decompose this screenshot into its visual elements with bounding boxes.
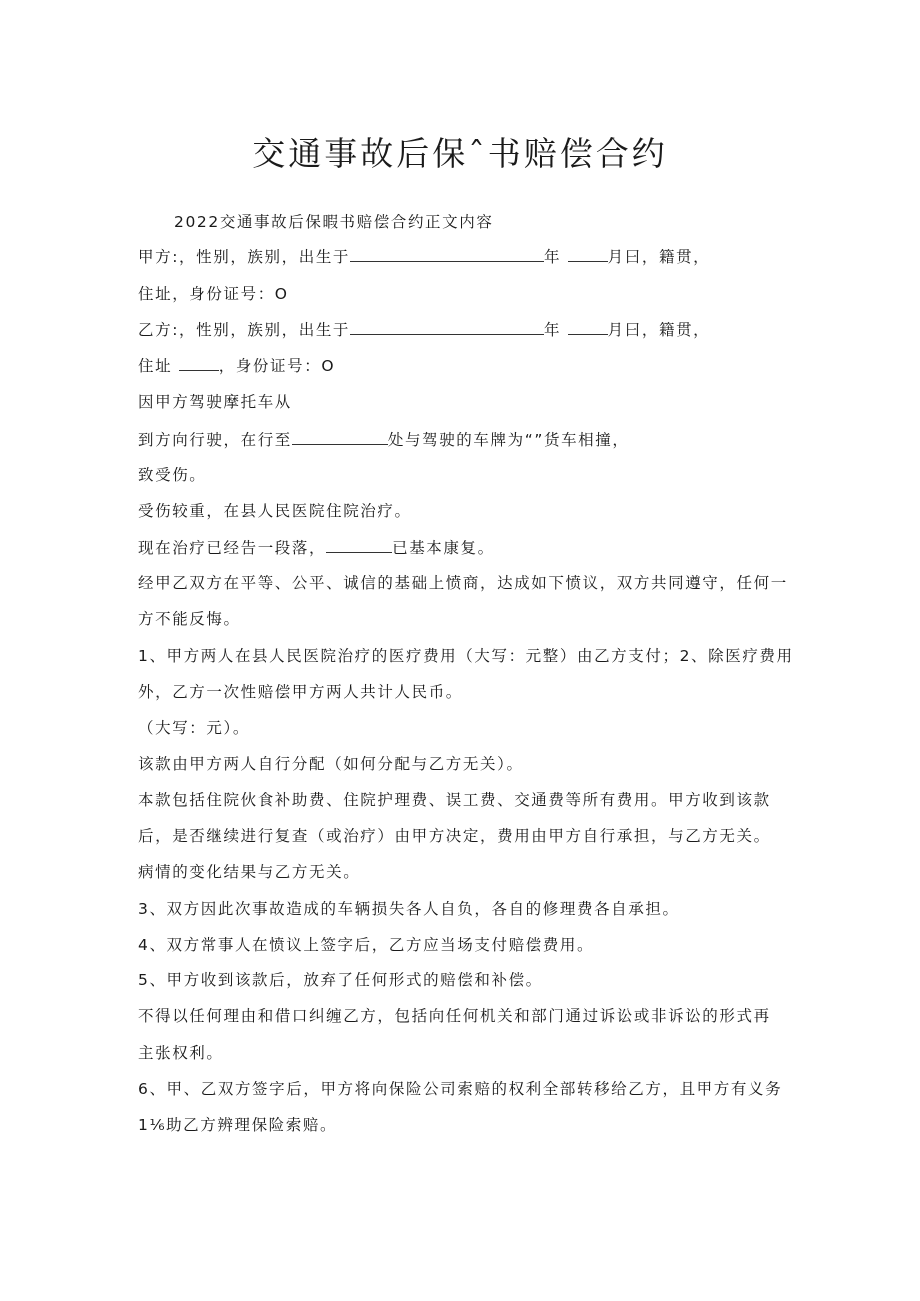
- party-a-address: 住址，身份证号：O: [138, 285, 289, 303]
- clause-1: 外，乙方一次性赔偿甲方两人共计人民币。: [138, 683, 463, 701]
- address-label: 住址: [138, 357, 173, 375]
- recovery-text: 现在治疗已经告一段落，: [138, 539, 327, 557]
- month-label: 月曰，籍贯，: [607, 248, 711, 266]
- subtitle: 2022交通事故后保暇书赔偿合约正文内容: [174, 213, 494, 231]
- coverage-paragraph: 后，是否继续进行复查（或治疗）由甲方决定，费用由甲方自行承担，与乙方无关。: [138, 827, 771, 845]
- distribution-line: 该款由甲方两人自行分配（如何分配与乙方无关）。: [138, 755, 524, 773]
- amount-line: （大写：元）。: [138, 719, 250, 737]
- coverage-paragraph: 病情的变化结果与乙方无关。: [138, 863, 361, 881]
- document-title: 交通事故后保ˆ书赔偿合约: [252, 134, 668, 173]
- name-blank: [326, 538, 392, 553]
- accident-route: [138, 430, 629, 450]
- month-label: 月曰，籍贯，: [607, 321, 711, 339]
- party-b-address: [138, 356, 335, 376]
- party-b-line: [138, 320, 710, 340]
- year-label: 年: [544, 248, 562, 266]
- injury-line: 致受伤。: [138, 466, 207, 484]
- clause-1: 1、甲方两人在县人民医院治疗的医疗费用（大写：元整）由乙方支付；2、除医疗费用: [138, 647, 794, 665]
- recovery-line: [138, 538, 495, 558]
- clause-6: 6、甲、乙双方签字后，甲方将向保险公司索赔的权利全部转移给乙方，且甲方有义务: [138, 1080, 783, 1098]
- party-b-label: 乙方:，性别，族别，出生于: [138, 321, 351, 339]
- collision-text: 处与驾驶的车牌为“”货车相撞，: [387, 431, 630, 449]
- recovered-text: 已基本康复。: [392, 539, 495, 557]
- clause-5: 5、甲方收到该款后，放弃了任何形式的赔偿和补偿。: [138, 971, 543, 989]
- accident-cause: 因甲方驾驶摩托车从: [138, 393, 292, 411]
- clause-3: 3、双方因此次事故造成的车辆损失各人自负，各自的修理费各自承担。: [138, 900, 680, 918]
- address-blank: [179, 356, 219, 371]
- clause-6: 1⅙助乙方辨理保险索赔。: [138, 1116, 338, 1134]
- coverage-paragraph: 本款包括住院伙食补助费、住院护理费、误工费、交通费等所有费用。甲方收到该款: [138, 791, 771, 809]
- agreement-paragraph: 方不能反悔。: [138, 610, 241, 628]
- birth-month-blank: [568, 247, 608, 262]
- birth-month-blank: [568, 320, 608, 335]
- party-a-label: 甲方:，性别，族别，出生于: [138, 248, 351, 266]
- birth-year-blank: [350, 320, 544, 335]
- birth-year-blank: [350, 247, 544, 262]
- clause-4: 4、双方常事人在愤议上签字后，乙方应当场支付赔偿费用。: [138, 936, 595, 954]
- no-claim-paragraph: 不得以任何理由和借口纠缠乙方，包括向任何机关和部门通过诉讼或非诉讼的形式再: [138, 1007, 771, 1025]
- agreement-paragraph: 经甲乙双方在平等、公平、诚信的基础上愤商，达成如下愤议，双方共同遵守，任何一: [138, 574, 788, 592]
- id-label: ，身份证号：O: [218, 357, 336, 375]
- no-claim-paragraph: 主张权利。: [138, 1044, 224, 1062]
- route-text: 到方向行驶，在行至: [138, 431, 292, 449]
- party-a-line: [138, 247, 710, 267]
- location-blank: [292, 430, 388, 445]
- year-label: 年: [544, 321, 562, 339]
- hospital-line: 受伤较重，在县人民医院住院治疗。: [138, 502, 412, 520]
